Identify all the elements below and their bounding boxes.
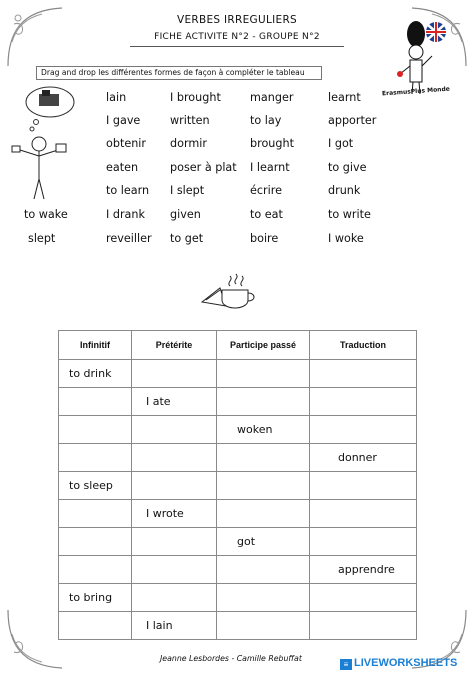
draggable-word[interactable]: obtenir xyxy=(106,137,147,150)
draggable-word[interactable]: to eat xyxy=(250,208,283,221)
drop-cell[interactable] xyxy=(217,360,310,388)
draggable-word[interactable]: écrire xyxy=(250,184,282,197)
draggable-word[interactable]: I learnt xyxy=(250,161,290,174)
table-row xyxy=(59,528,417,556)
instruction-box: Drag and drop les différentes formes de façon à compléter le tableau xyxy=(36,66,322,80)
draggable-word[interactable]: given xyxy=(170,208,201,221)
table-row xyxy=(59,388,417,416)
draggable-word[interactable]: to wake xyxy=(24,208,68,221)
drop-cell[interactable] xyxy=(132,388,217,416)
drop-cell[interactable] xyxy=(217,556,310,584)
draggable-word[interactable]: apporter xyxy=(328,114,377,127)
draggable-word[interactable]: I gave xyxy=(106,114,141,127)
verb-table xyxy=(58,330,417,640)
draggable-word[interactable]: boire xyxy=(250,232,279,245)
header-divider xyxy=(130,46,344,47)
drop-cell[interactable] xyxy=(59,612,132,640)
table-row xyxy=(59,360,417,388)
drop-cell[interactable] xyxy=(217,500,310,528)
drop-cell[interactable] xyxy=(217,584,310,612)
drop-cell[interactable] xyxy=(59,388,132,416)
cell-text: I ate xyxy=(146,395,171,408)
drop-cell[interactable] xyxy=(132,584,217,612)
footer-credits: Jeanne Lesbordes - Camille Rebuffat xyxy=(160,654,302,663)
drop-cell[interactable] xyxy=(310,444,417,472)
drop-cell[interactable] xyxy=(310,416,417,444)
drop-cell[interactable] xyxy=(59,416,132,444)
table-header-row xyxy=(59,331,417,360)
liveworksheets-icon: ≡ xyxy=(340,659,352,670)
drop-cell[interactable] xyxy=(217,388,310,416)
cell-text: to bring xyxy=(69,591,113,604)
draggable-word[interactable]: manger xyxy=(250,91,294,104)
drop-cell[interactable] xyxy=(59,584,132,612)
draggable-word[interactable]: learnt xyxy=(328,91,361,104)
drop-cell[interactable] xyxy=(310,472,417,500)
draggable-word[interactable]: I woke xyxy=(328,232,364,245)
draggable-word[interactable]: brought xyxy=(250,137,294,150)
drop-cell[interactable] xyxy=(59,444,132,472)
liveworksheets-logo[interactable] xyxy=(340,657,457,670)
drop-cell[interactable] xyxy=(217,444,310,472)
drop-cell[interactable] xyxy=(310,388,417,416)
table-row xyxy=(59,556,417,584)
thinking-figure-image xyxy=(6,84,78,204)
cell-text: woken xyxy=(237,423,273,436)
draggable-word[interactable]: dormir xyxy=(170,137,207,150)
drop-cell[interactable] xyxy=(59,360,132,388)
cell-text: I lain xyxy=(146,619,173,632)
drop-cell[interactable] xyxy=(217,528,310,556)
draggable-word[interactable]: poser à plat xyxy=(170,161,237,174)
drop-cell[interactable] xyxy=(132,500,217,528)
column-header-infinitif: Infinitif xyxy=(59,331,132,360)
draggable-word[interactable]: I brought xyxy=(170,91,221,104)
page-subtitle: FICHE ACTIVITE N°2 - GROUPE N°2 xyxy=(154,32,320,42)
column-header-traduction: Traduction xyxy=(310,331,417,360)
drop-cell[interactable] xyxy=(310,528,417,556)
draggable-word[interactable]: to write xyxy=(328,208,371,221)
drop-cell[interactable] xyxy=(310,556,417,584)
drop-cell[interactable] xyxy=(217,416,310,444)
drop-cell[interactable] xyxy=(217,612,310,640)
cell-text: apprendre xyxy=(338,563,395,576)
table-row xyxy=(59,500,417,528)
table-row xyxy=(59,584,417,612)
drop-cell[interactable] xyxy=(59,472,132,500)
drop-cell[interactable] xyxy=(59,528,132,556)
draggable-word[interactable]: to give xyxy=(328,161,367,174)
drop-cell[interactable] xyxy=(132,360,217,388)
draggable-word[interactable]: reveiller xyxy=(106,232,152,245)
drop-cell[interactable] xyxy=(310,584,417,612)
drop-cell[interactable] xyxy=(132,556,217,584)
page-title: VERBES IRREGULIERS xyxy=(176,14,298,26)
column-header-preterite: Prétérite xyxy=(132,331,217,360)
table-row xyxy=(59,444,417,472)
draggable-word[interactable]: eaten xyxy=(106,161,139,174)
erasmus-badge-text: ErasmusPlus Monde xyxy=(381,85,451,98)
column-header-participe: Participe passé xyxy=(217,331,310,360)
drop-cell[interactable] xyxy=(59,556,132,584)
drop-cell[interactable] xyxy=(132,472,217,500)
draggable-word[interactable]: I slept xyxy=(170,184,205,197)
brand-name: LIVEWORKSHEETS xyxy=(354,657,458,669)
table-row xyxy=(59,612,417,640)
tea-cake-icon xyxy=(200,272,260,310)
table-body xyxy=(59,360,417,640)
drop-cell[interactable] xyxy=(310,612,417,640)
draggable-word[interactable]: I got xyxy=(328,137,354,150)
draggable-word[interactable]: slept xyxy=(28,232,56,245)
drop-cell[interactable] xyxy=(132,612,217,640)
cell-text: I wrote xyxy=(146,507,184,520)
draggable-word[interactable]: to get xyxy=(170,232,204,245)
drop-cell[interactable] xyxy=(59,500,132,528)
draggable-word[interactable]: lain xyxy=(106,91,127,104)
table-row xyxy=(59,416,417,444)
drop-cell[interactable] xyxy=(310,500,417,528)
draggable-word[interactable]: to learn xyxy=(106,184,150,197)
cell-text: to drink xyxy=(69,367,112,380)
drop-cell[interactable] xyxy=(132,416,217,444)
cell-text: got xyxy=(237,535,256,548)
draggable-word[interactable]: I drank xyxy=(106,208,145,221)
drop-cell[interactable] xyxy=(217,472,310,500)
drop-cell[interactable] xyxy=(132,444,217,472)
table-row xyxy=(59,472,417,500)
cell-text: to sleep xyxy=(69,479,113,492)
draggable-word[interactable]: written xyxy=(170,114,210,127)
draggable-word[interactable]: to lay xyxy=(250,114,282,127)
draggable-word[interactable]: drunk xyxy=(328,184,361,197)
drop-cell[interactable] xyxy=(310,360,417,388)
cell-text: donner xyxy=(338,451,377,464)
drop-cell[interactable] xyxy=(132,528,217,556)
